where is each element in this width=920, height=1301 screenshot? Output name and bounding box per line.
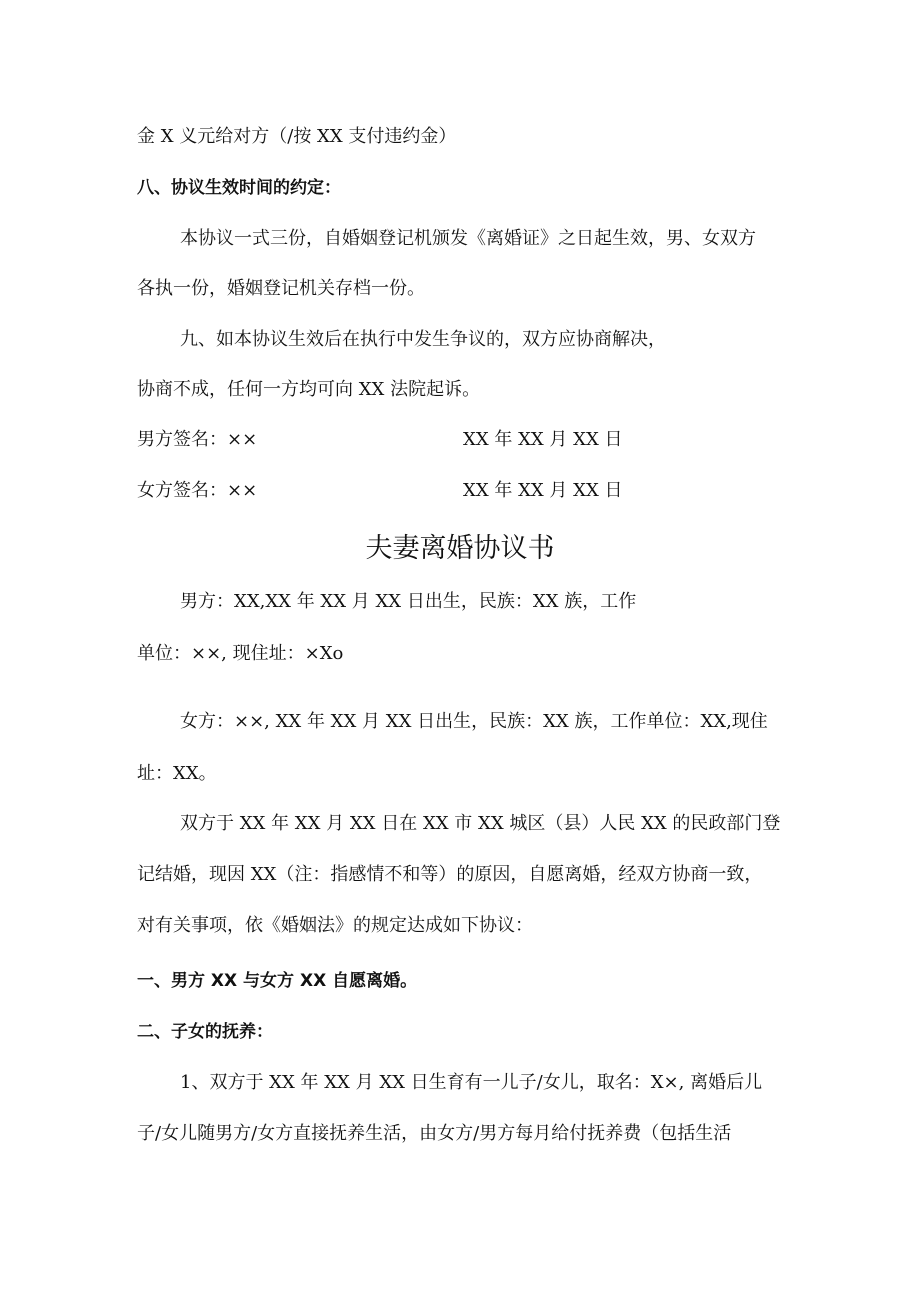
article-1: 一、男方 XX 与女方 XX 自愿离婚。: [137, 971, 418, 991]
section-8-heading: 八、协议生效时间的约定：: [137, 178, 341, 198]
female-signature: 女方签名：××: [137, 480, 258, 501]
female-signature-date: XX 年 XX 月 XX 日: [463, 480, 623, 501]
article-2-line-2: 子/女儿随男方/女方直接抚养生活，由女方/男方每月给付抚养费（包括生活: [137, 1123, 732, 1144]
female-info-line-2: 址：XX。: [137, 763, 217, 784]
article-2-line-1: 1、双方于 XX 年 XX 月 XX 日生育有一儿子/女儿，取名：X×, 离婚后儿: [180, 1072, 763, 1093]
continuation-text: 金 X 义元给对方（/按 XX 支付违约金）: [137, 126, 457, 147]
intro-line-1: 双方于 XX 年 XX 月 XX 日在 XX 市 XX 城区（县）人民 XX 的民政部门登: [180, 813, 781, 834]
female-info-line-1: 女方：××, XX 年 XX 月 XX 日出生，民族：XX 族，工作单位：XX,现住: [180, 711, 768, 732]
male-signature-date: XX 年 XX 月 XX 日: [463, 429, 623, 450]
intro-line-3: 对有关事项，依《婚姻法》的规定达成如下协议：: [137, 915, 533, 936]
section-8-paragraph-line-1: 本协议一式三份，自婚姻登记机颁发《离婚证》之日起生效，男、女双方: [180, 228, 756, 249]
document-title: 夫妻离婚协议书: [365, 533, 555, 564]
male-signature: 男方签名：××: [137, 429, 258, 450]
male-info-line-2: 单位：××, 现住址：×Xo: [137, 643, 344, 664]
intro-line-2: 记结婚，现因 XX（注：指感情不和等）的原因，自愿离婚，经双方协商一致，: [137, 864, 763, 885]
section-9-line-2: 协商不成，任何一方均可向 XX 法院起诉。: [137, 379, 481, 400]
section-8-paragraph-line-2: 各执一份，婚姻登记机关存档一份。: [137, 278, 425, 299]
male-info-line-1: 男方：XX,XX 年 XX 月 XX 日出生，民族：XX 族，工作: [180, 591, 637, 612]
section-9-line-1: 九、如本协议生效后在执行中发生争议的，双方应协商解决，: [180, 329, 666, 350]
article-2-heading: 二、子女的抚养：: [137, 1022, 273, 1042]
